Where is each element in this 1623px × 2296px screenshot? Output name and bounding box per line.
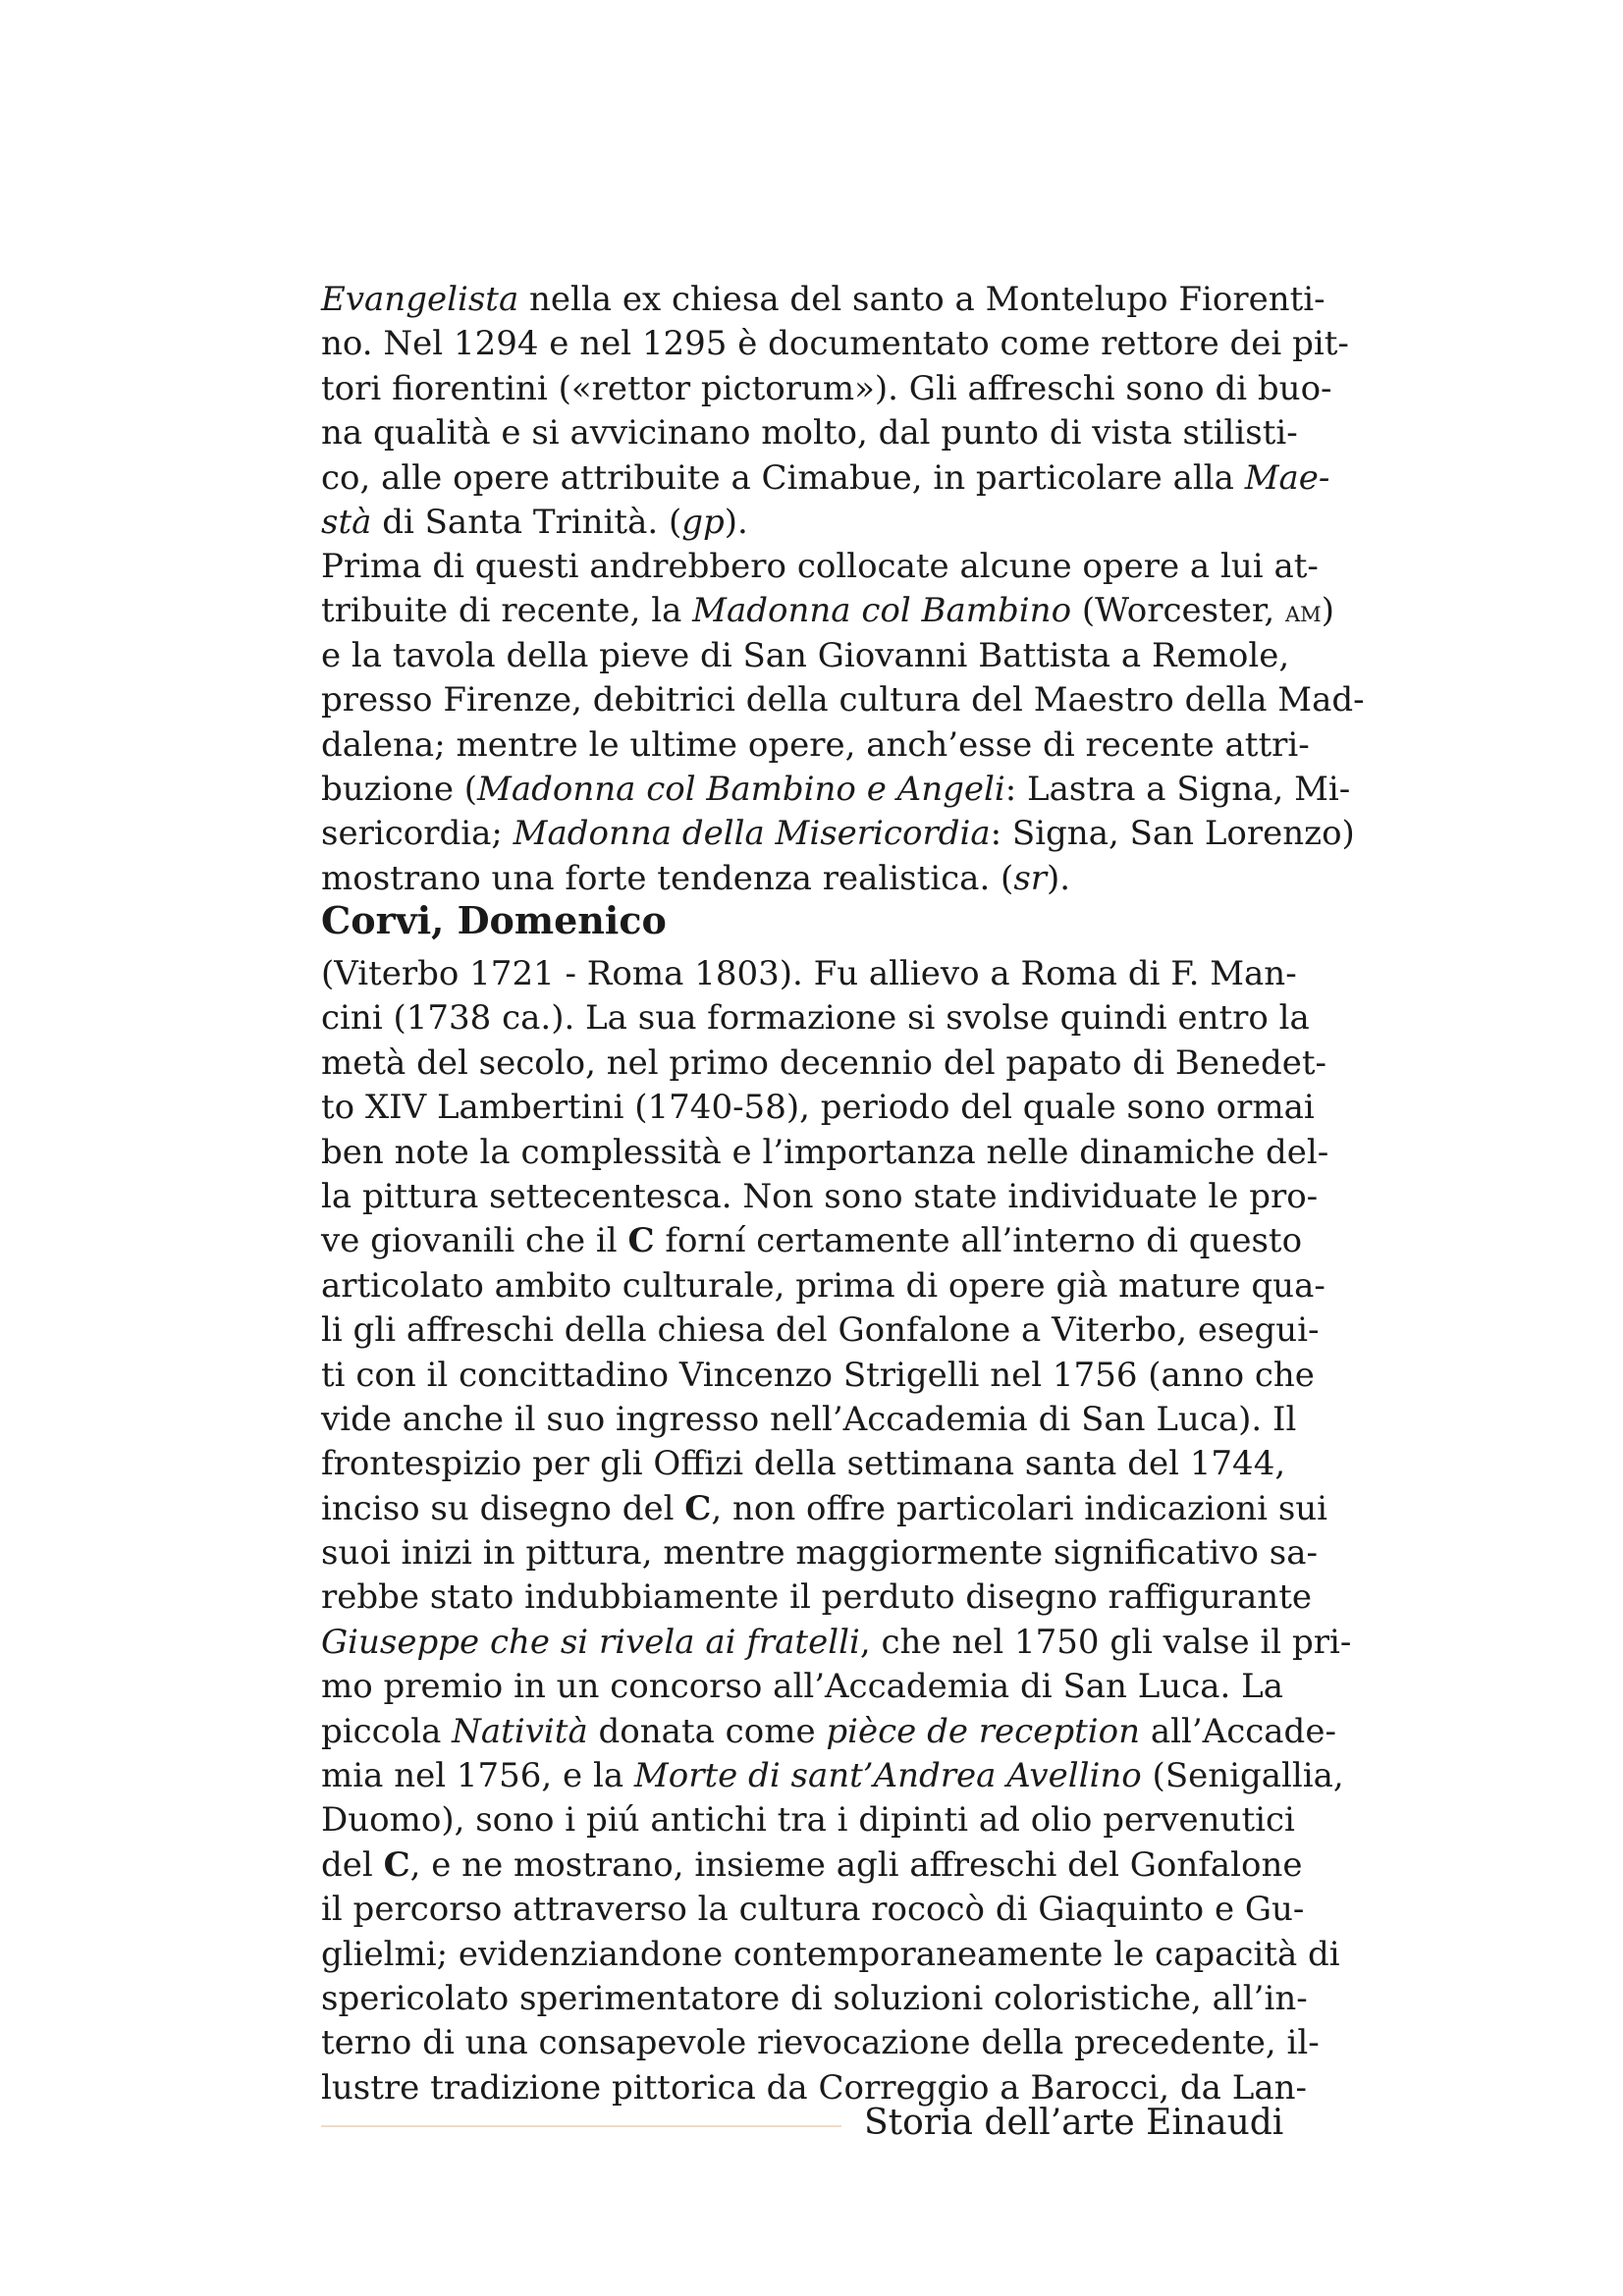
text-line: Giuseppe che si rivela ai fratelli, che nel 1750 gli valse il pri-: [321, 1622, 1352, 1662]
paragraph-1: [321, 278, 1349, 545]
text-line: Evangelista nella ex chiesa del santo a Montelupo Fiorenti-: [321, 280, 1325, 319]
text-line: mia nel 1756, e la Morte di sant’Andrea Avellino (Senigallia,: [321, 1756, 1344, 1796]
text-line: (Viterbo 1721 - Roma 1803). Fu allievo a Roma di F. Man-: [321, 954, 1297, 993]
text-line: articolato ambito culturale, prima di opere già mature qua-: [321, 1265, 1325, 1306]
text-line: spericolato sperimentatore di soluzioni coloristiche, all’in-: [321, 1978, 1308, 2018]
text-line: cini (1738 ca.). La sua formazione si svolse quindi entro la: [321, 998, 1310, 1039]
text-line: la pittura settecentesca. Non sono state individuate le pro-: [321, 1176, 1319, 1216]
text-line: ti con il concittadino Vincenzo Strigelli nel 1756 (anno che: [321, 1355, 1315, 1395]
text-line: lustre tradizione pittorica da Correggio a Barocci, da Lan-: [321, 2067, 1307, 2108]
footer-title: Storia dell’arte Einaudi: [864, 2103, 1284, 2143]
footer-rule: [321, 2125, 841, 2127]
text-line: co, alle opere attribuite a Cimabue, in particolare alla Mae-: [321, 457, 1330, 498]
text-line: Duomo), sono i piú antichi tra i dipinti ad olio pervenutici: [321, 1800, 1295, 1841]
text-line: no. Nel 1294 e nel 1295 è documentato come rettore dei pit-: [321, 324, 1349, 364]
text-line: glielmi; evidenziandone contemporaneamente le capacità di: [321, 1934, 1340, 1974]
text-line: inciso su disegno del C, non offre particolari indicazioni sui: [321, 1488, 1328, 1528]
text-line: suoi inizi in pittura, mentre maggiormente significativo sa-: [321, 1533, 1318, 1574]
text-line: rebbe stato indubbiamente il perduto disegno raffigurante: [321, 1577, 1312, 1618]
text-line: ve giovanili che il C forní certamente all’interno di questo: [321, 1221, 1303, 1261]
text-line: buzione (Madonna col Bambino e Angeli: Lastra a Signa, Mi-: [321, 769, 1351, 809]
text-line: na qualità e si avvicinano molto, dal punto di vista stilisti-: [321, 413, 1298, 454]
text-line: del C, e ne mostrano, insieme agli affreschi del Gonfalone: [321, 1844, 1303, 1885]
text-line: metà del secolo, nel primo decennio del papato di Benedet-: [321, 1042, 1327, 1083]
entry-heading: Corvi, Domenico: [321, 898, 667, 942]
text-line: stà di Santa Trinità. (gp).: [321, 502, 748, 542]
text-line: presso Firenze, debitrici della cultura del Maestro della Mad-: [321, 680, 1365, 721]
text-line: dalena; mentre le ultime opere, anch’esse di recente attri-: [321, 724, 1310, 765]
text-line: mo premio in un concorso all’Accademia di San Luca. La: [321, 1667, 1283, 1707]
text-line: e la tavola della pieve di San Giovanni Battista a Remole,: [321, 635, 1290, 675]
text-line: frontespizio per gli Offizi della settimana santa del 1744,: [321, 1444, 1286, 1484]
text-line: ben note la complessità e l’importanza nelle dinamiche del-: [321, 1132, 1329, 1172]
text-line: tori fiorentini («rettor pictorum»). Gli affreschi sono di buo-: [321, 368, 1332, 408]
text-line: Prima di questi andrebbero collocate alcune opere a lui at-: [321, 547, 1319, 586]
text-line: sericordia; Madonna della Misericordia: Signa, San Lorenzo): [321, 814, 1355, 854]
paragraph-2: [321, 545, 1365, 901]
text-line: tribuite di recente, la Madonna col Bambino (Worcester, am): [321, 591, 1334, 631]
text-line: li gli affreschi della chiesa del Gonfalone a Viterbo, esegui-: [321, 1310, 1320, 1351]
text-line: il percorso attraverso la cultura rococò di Giaquinto e Gu-: [321, 1890, 1305, 1930]
text-line: piccola Natività donata come pièce de reception all’Accade-: [321, 1711, 1336, 1751]
text-line: to XIV Lambertini (1740-58), periodo del quale sono ormai: [321, 1088, 1315, 1128]
text-line: mostrano una forte tendenza realistica. (sr).: [321, 858, 1071, 898]
text-line: terno di una consapevole rievocazione della precedente, il-: [321, 2023, 1320, 2063]
paragraph-3: [321, 952, 1352, 2110]
text-line: vide anche il suo ingresso nell’Accademia di San Luca). Il: [321, 1399, 1297, 1439]
